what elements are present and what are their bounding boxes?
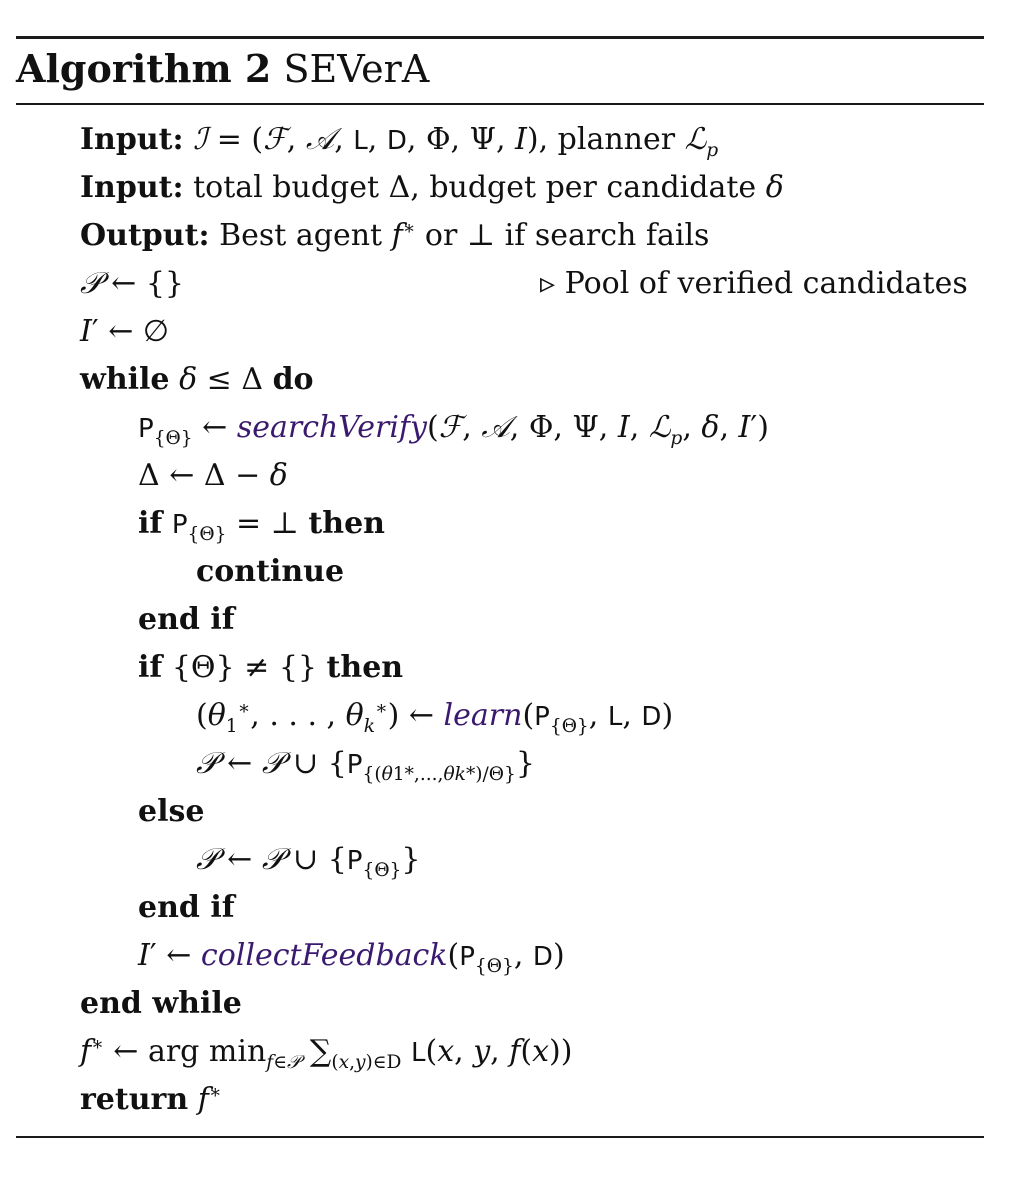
line-code: ($\theta_1^∗$, . . . , $\theta_k^∗$) ← $learn(P_{\{\Theta\}}$, L, D) bbox=[196, 698, 674, 737]
keyword: Input: bbox=[80, 170, 184, 205]
line-comment: ▹ Pool of verified candidates bbox=[540, 266, 968, 301]
keyword: return bbox=[80, 1082, 189, 1117]
keyword: if bbox=[138, 650, 163, 685]
header-rule bbox=[16, 103, 984, 105]
keyword: while bbox=[80, 362, 170, 397]
bottom-rule bbox=[16, 1136, 984, 1138]
keyword: Output: bbox=[80, 218, 210, 253]
keyword: end while bbox=[80, 986, 242, 1021]
line-code: I′ ← $collectFeedback(P_{\{\Theta\}}$, D) bbox=[138, 938, 565, 977]
line-code: 𝒫 ← {} bbox=[80, 266, 185, 301]
line-code: $P_{\{\Theta\}}$ ← searchVerify(ℱ, 𝒜, Φ, Ψ, I, ℒ$_p$, δ, I′) bbox=[138, 410, 769, 449]
line-code: Input: total budget Δ, budget per candidate δ bbox=[80, 170, 784, 205]
line-code: Output: Best agent f∗ or ⊥ if search fails bbox=[80, 218, 710, 253]
keyword: else bbox=[138, 794, 205, 829]
line-code: 𝒫 ← 𝒫 ∪ $\{P_{\{(\theta 1*,...,\theta k*)/\Theta\}}\}$ bbox=[196, 746, 535, 785]
line-code: Δ ← Δ − δ bbox=[138, 458, 288, 493]
line-code: if $P_{\{\Theta\}}$ = ⊥ then bbox=[138, 506, 385, 545]
algorithm-title bbox=[16, 44, 429, 94]
keyword: then bbox=[308, 506, 385, 541]
keyword: end if bbox=[138, 602, 235, 637]
line-code: if {Θ} ≠ {} then bbox=[138, 650, 404, 685]
algorithm-name: SEVerA bbox=[283, 47, 430, 91]
line-code: I′ ← ∅ bbox=[80, 314, 170, 349]
line-code: 𝒫 ← 𝒫 ∪ $\{P_{\{\Theta\}}\}$ bbox=[196, 842, 421, 881]
top-rule bbox=[16, 36, 984, 39]
keyword: if bbox=[138, 506, 163, 541]
keyword: do bbox=[272, 362, 314, 397]
algorithm-label: Algorithm 2 bbox=[16, 46, 272, 91]
line-code: Input: ℐ = (ℱ, 𝒜, L, D, Φ, Ψ, I), planner ℒ$_p$ bbox=[80, 122, 719, 161]
keyword: end if bbox=[138, 890, 235, 925]
line-code: return f∗ bbox=[80, 1082, 222, 1117]
keyword: continue bbox=[196, 554, 345, 589]
keyword: Input: bbox=[80, 122, 184, 157]
line-code: f∗ ← arg $\min_{f\in 𝒫} \sum_{(x,y)\in D}$ L(x, y, f(x)) bbox=[80, 1034, 573, 1073]
keyword: then bbox=[326, 650, 404, 685]
line-code: while δ ≤ Δ do bbox=[80, 362, 314, 397]
